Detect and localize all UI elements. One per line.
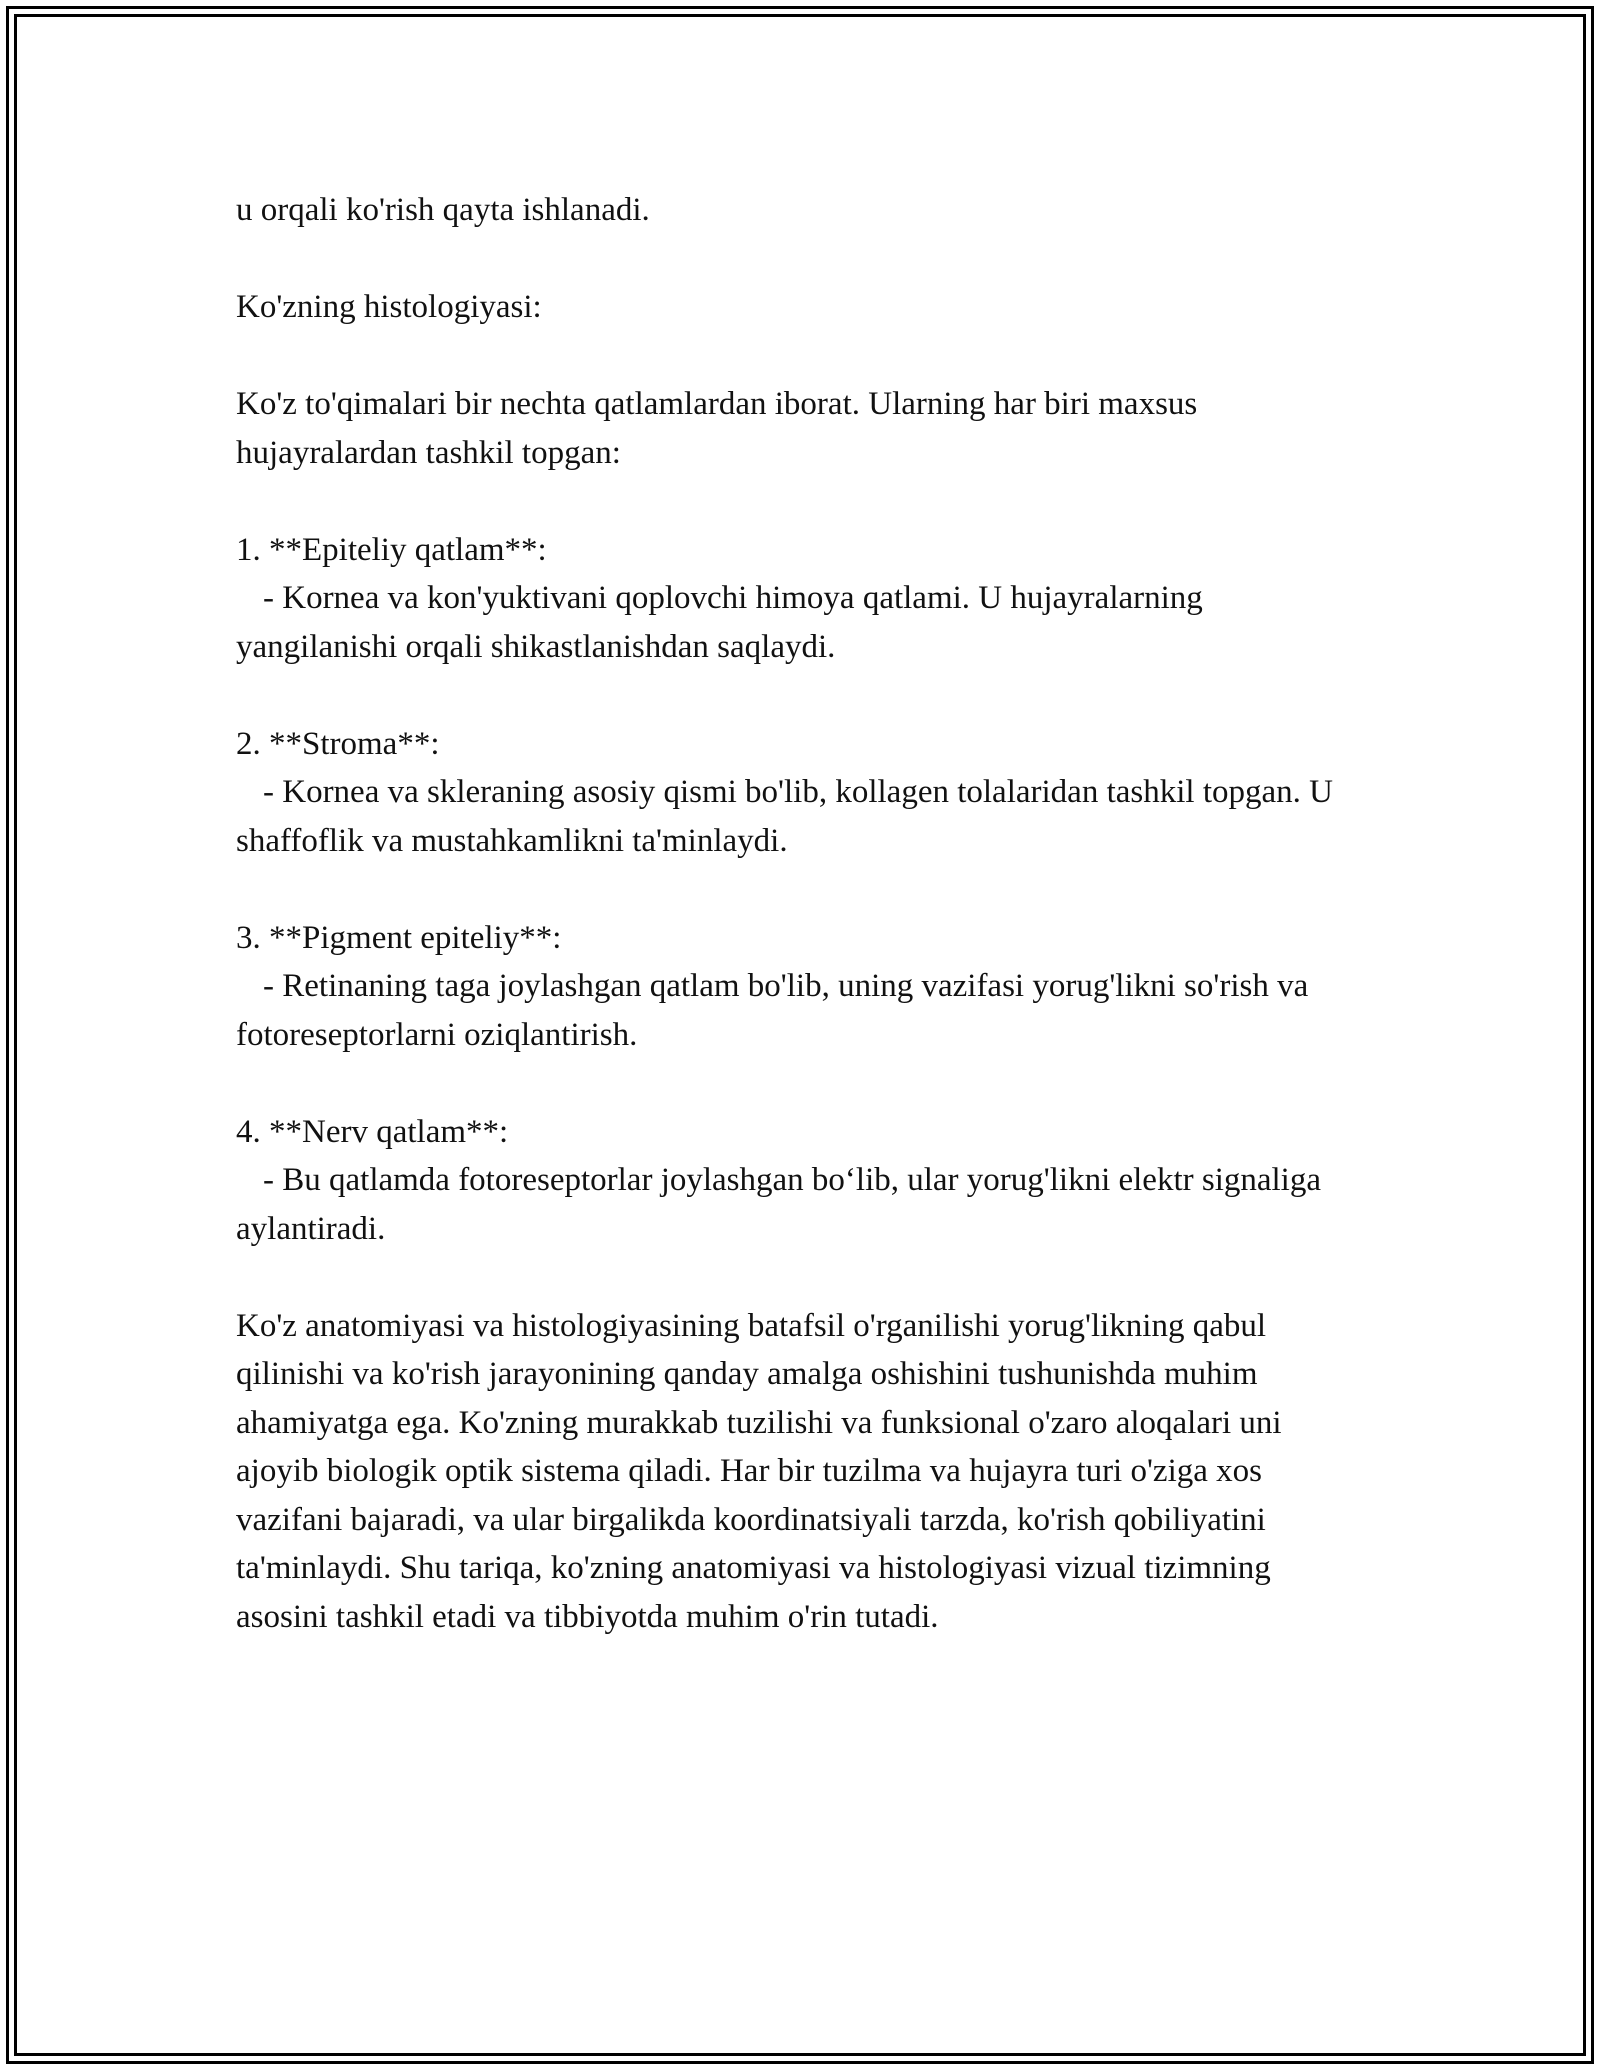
list-item-heading: 1. **Epiteliy qatlam**: <box>236 531 547 568</box>
list-item-nerv-qatlam <box>236 1108 1366 1254</box>
list-item-epiteliy <box>236 526 1366 672</box>
list-item-description: - Kornea va kon'yuktivani qoplovchi himoya qatlami. U hujayralarning yangilanishi orqali shikastlanishdan saqlaydi. <box>236 580 1203 665</box>
conclusion-paragraph: Ko'z anatomiyasi va histologiyasining batafsil o'rganilishi yorug'likning qabul qilinishi va ko'rish jarayonining qanday amalga oshishini tushunishda muhim ahamiyatga ega. Ko'zning murakkab tuzilishi va funksional o'zaro aloqalari uni ajoyib biologik optik sistema qiladi. Har bir tuzilma va hujayra turi o'ziga xos vazifani bajaradi, va ular birgalikda koordinatsiyali tarzda, ko'rish qobiliyatini ta'minlaydi. Shu tariqa, ko'zning anatomiyasi va histologiyasi vizual tizimning asosini tashkil etadi va tibbiyotda muhim o'rin tutadi. <box>236 1307 1282 1635</box>
section-intro: Ko'z to'qimalari bir nechta qatlamlardan iborat. Ularning har biri maxsus hujayralardan tashkil topgan: <box>236 386 1198 471</box>
list-item-stroma <box>236 720 1366 866</box>
list-item-pigment-epiteliy <box>236 914 1366 1060</box>
list-item-heading: 2. **Stroma**: <box>236 725 440 762</box>
list-item-heading: 4. **Nerv qatlam**: <box>236 1113 509 1150</box>
list-item-description: - Retinaning taga joylashgan qatlam bo'lib, uning vazifasi yorug'likni so'rish va fotoreseptorlarni oziqlantirish. <box>236 968 1309 1053</box>
list-item-description: - Bu qatlamda fotoreseptorlar joylashgan bo‘lib, ular yorug'likni elektr signaliga aylantiradi. <box>236 1162 1321 1247</box>
list-item-description: - Kornea va skleraning asosiy qismi bo'lib, kollagen tolalaridan tashkil topgan. U shaffoflik va mustahkamlikni ta'minlaydi. <box>236 774 1333 859</box>
list-item-heading: 3. **Pigment epiteliy**: <box>236 919 562 956</box>
section-heading: Ko'zning histologiyasi: <box>236 289 542 325</box>
document-body <box>236 186 1366 1690</box>
intro-fragment: u orqali ko'rish qayta ishlanadi. <box>236 192 650 228</box>
